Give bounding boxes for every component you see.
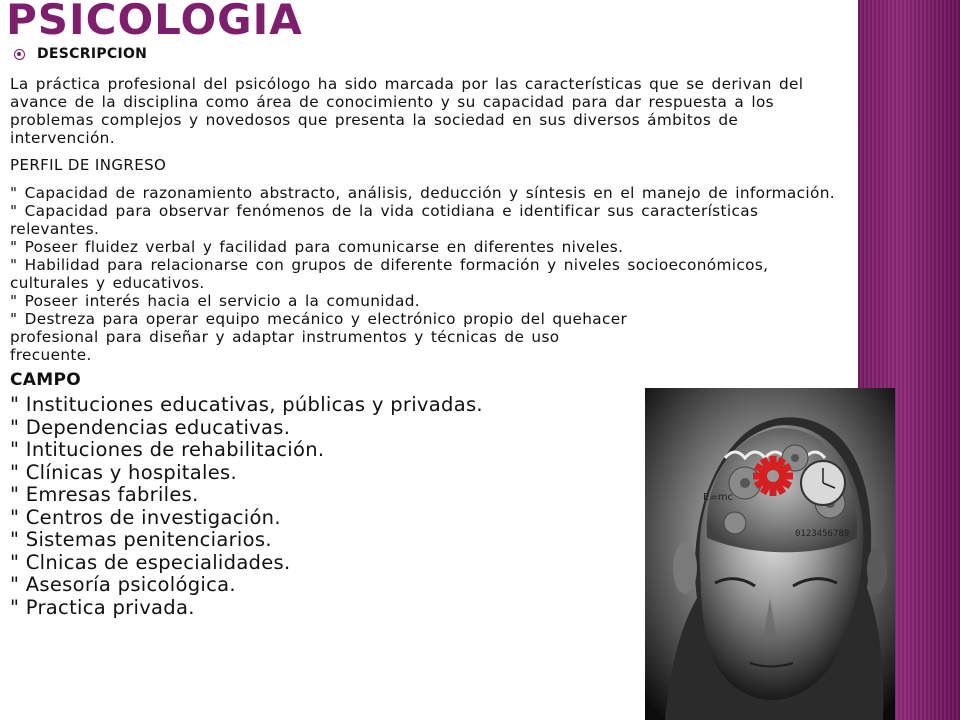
campo-item: " Clínicas y hospitales. <box>10 460 237 484</box>
descripcion-heading-row <box>14 44 850 64</box>
perfil-ingreso-item: " Poseer fluidez verbal y facilidad para comunicarse en diferentes niveles. <box>10 238 624 256</box>
perfil-ingreso-item: " Capacidad de razonamiento abstracto, análisis, deducción y síntesis en el manejo de información. <box>10 184 835 202</box>
perfil-ingreso-item: " Capacidad para observar fenómenos de la vida cotidiana e identificar sus características relevantes. <box>10 202 759 238</box>
campo-heading: CAMPO <box>10 370 81 390</box>
campo-item: " Centros de investigación. <box>10 505 281 529</box>
digits-text: 0123456789 <box>795 529 850 539</box>
campo-item: " Asesoría psicológica. <box>10 573 236 596</box>
formula-text: E=mc <box>703 492 733 503</box>
campo-item: " Practica privada. <box>10 595 195 619</box>
campo-item: " Emresas fabriles. <box>10 483 199 506</box>
perfil-ingreso-item: " Habilidad para relacionarse con grupos de diferente formación y niveles socioeconómicos, culturales y educativos. <box>10 256 769 292</box>
campo-item: " Intituciones de rehabilitación. <box>10 438 325 461</box>
perfil-ingreso-heading: PERFIL DE INGRESO <box>10 156 167 174</box>
page-title: PSICOLOGIA <box>6 0 303 44</box>
campo-item: " Instituciones educativas, públicas y privadas. <box>10 393 483 416</box>
descripcion-heading: DESCRIPCION <box>37 46 148 62</box>
head-gears-illustration <box>645 388 895 720</box>
perfil-ingreso-item: " Poseer interés hacia el servicio a la comunidad. <box>10 292 420 310</box>
circle-bullet-icon <box>14 49 25 60</box>
campo-item: " Dependencias educativas. <box>10 415 291 439</box>
descripcion-text: La práctica profesional del psicólogo ha sido marcada por las características que se derivan del avance de la disciplina como área de conocimiento y su capacidad para dar respuesta a los problemas complejos y novedosos que presenta la sociedad en sus diversos ámbitos de intervención. <box>10 75 804 147</box>
perfil-ingreso-item: " Destreza para operar equipo mecánico y electrónico propio del quehacer profesional para diseñar y adaptar instrumentos y técnicas de uso frecuente. <box>10 310 628 364</box>
perfil-ingreso-list <box>10 184 850 364</box>
campo-item: " Sistemas penitenciarios. <box>10 528 272 551</box>
campo-item: " Clnicas de especialidades. <box>10 550 291 574</box>
